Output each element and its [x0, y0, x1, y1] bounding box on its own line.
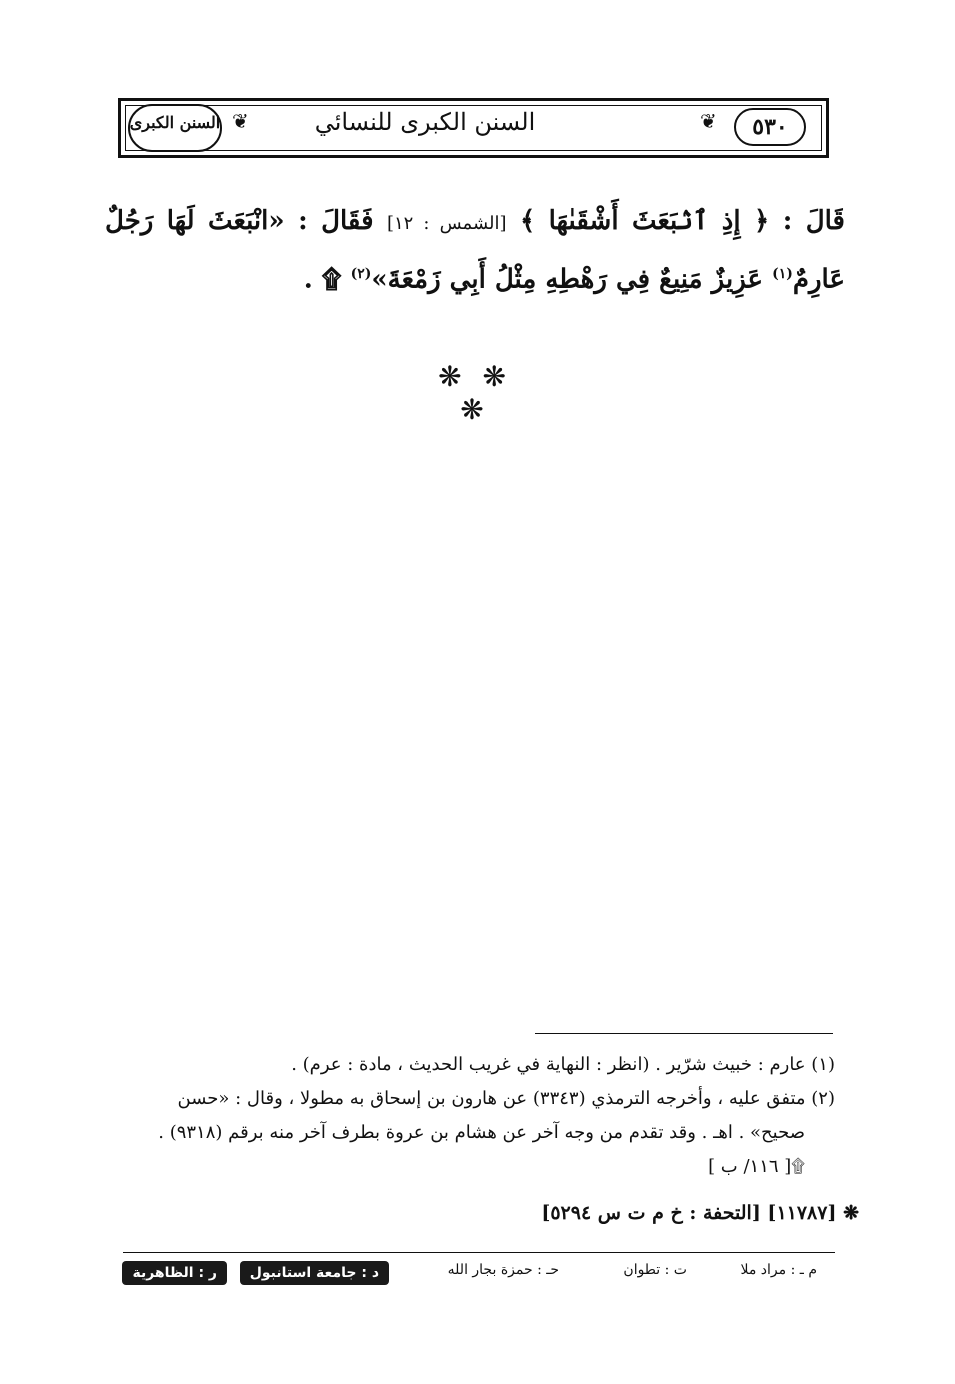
footnote-2-line1: (٢) متفق عليه ، وأخرجه الترمذي (٣٣٤٣) عن هارون بن إسحاق به مطولا ، وقال : «حسن	[177, 1088, 835, 1109]
hadith-line1-start: قَالَ : ﴿ إِذِ ٱنۢبَعَثَ أَشْقَىٰهَا ﴾	[519, 206, 845, 236]
hadith-text	[105, 196, 845, 305]
footnotes	[119, 1048, 835, 1184]
tuhfa-reference: ❋ [١١٧٨٧] [التحفة : خ م ت س ٥٢٩٤]	[541, 1202, 859, 1224]
footnote-marker-1[interactable]: (١)	[772, 266, 793, 282]
book-title: السنن الكبرى للنسائي	[314, 108, 536, 136]
footnote-1: (١) عارم : خبيث شرّير . (انظر : النهاية في غريب الحديث ، مادة : عرم) .	[291, 1054, 835, 1075]
footnote-divider	[535, 1033, 833, 1034]
quran-reference: [الشمس : ١٢]	[386, 213, 507, 234]
hadith-line2-end: ۩ .	[303, 264, 342, 295]
ornament-left: ❦	[232, 109, 249, 133]
bottom-divider	[123, 1252, 835, 1253]
book-emblem-text: السنن الكبرى	[129, 113, 221, 132]
footnote-2-line2: صحيح» . اهـ . وقد تقدم من وجه آخر عن هشام بن عروة بطرف آخر منه برقم (٩٣١٨) .	[158, 1122, 805, 1143]
section-separator: ❋ ❋ ❋	[438, 360, 512, 426]
manuscript-h: حـ : حمزة بجار الله	[447, 1262, 559, 1278]
manuscript-t: ت : تطوان	[623, 1262, 687, 1278]
page-number: ٥٣٠	[752, 114, 788, 140]
manuscript-d-badge: د : جامعة استانبول	[240, 1261, 389, 1285]
footnote-marker-2[interactable]: (٢)	[350, 266, 372, 282]
hadith-line1-end: فَقَالَ : «انْبَعَثَ لَهَا رَجُلٌ عَارِمٌ	[105, 206, 845, 295]
manuscript-r-badge: ر : الظاهرية	[122, 1261, 227, 1285]
manuscript-m: م ـ : مراد ملا	[740, 1262, 817, 1278]
hadith-line2: عَزِيزٌ مَنِيعٌ فِي رَهْطِهِ مِثْلُ أَبِي زَمْعَةَ»	[371, 264, 764, 295]
ornament-right: ❦	[700, 109, 717, 133]
footnote-2-folio: ۩[ ١١٦/ ب ]	[708, 1156, 805, 1177]
